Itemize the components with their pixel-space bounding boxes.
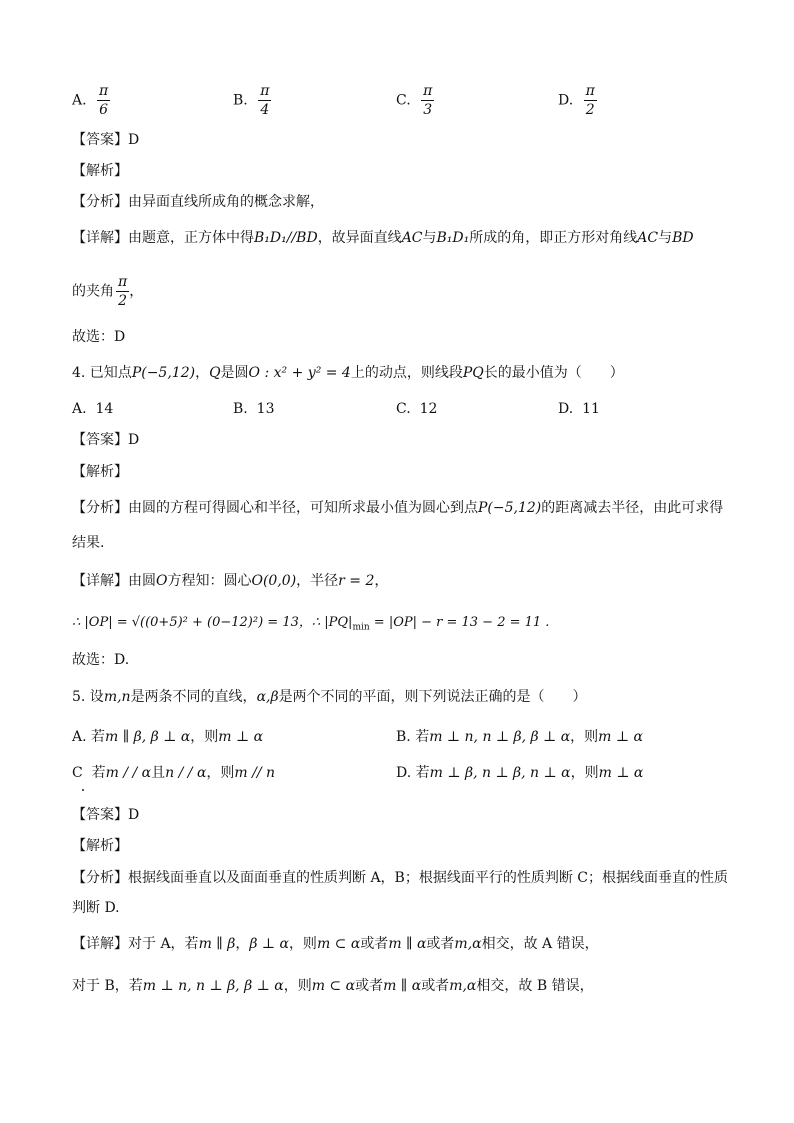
option-letter: C — [72, 765, 83, 781]
q3-detail-line-1 — [72, 228, 694, 248]
math: PQ — [462, 365, 484, 381]
fraction-numerator: π — [585, 83, 595, 99]
text: 对于 B，若 — [72, 978, 143, 994]
answer-label: 【答案】 — [72, 807, 128, 823]
math: P(−5,12) — [131, 365, 196, 381]
option-letter: B. — [396, 729, 411, 745]
fraction-denominator: 6 — [99, 102, 109, 118]
math: = |OP| − r = 13 − 2 = 11 . — [369, 615, 550, 630]
analysis-text: 由异面直线所成角的概念求解， — [128, 194, 324, 210]
math: Q — [209, 365, 221, 381]
q5-stem — [72, 687, 587, 707]
math: m ⊥ β, n ⊥ β, n ⊥ α — [429, 765, 571, 781]
q4-jiexi-heading: 【解析】 — [72, 464, 128, 480]
option-value: 12 — [419, 401, 438, 417]
math: m ∥ β, β ⊥ α — [105, 729, 191, 745]
math: m,n — [103, 689, 131, 705]
text: 若 — [415, 765, 430, 781]
q4-option-a — [72, 399, 113, 419]
text: ，则 — [190, 729, 219, 745]
text: 所成的角，即正方形对角线 — [469, 230, 638, 246]
option-letter: D. — [396, 765, 412, 781]
option-letter: A. — [72, 729, 87, 745]
q3-option-d — [558, 82, 597, 119]
text: 是圆 — [220, 365, 249, 381]
subscript: min — [352, 622, 370, 633]
math: m ∥ β — [198, 936, 236, 952]
q3-option-b — [233, 82, 271, 119]
option-letter: B. — [233, 92, 248, 109]
q4-detail — [72, 571, 388, 591]
fraction — [116, 273, 129, 310]
answer-label: 【答案】 — [72, 132, 128, 148]
q3-detail-line-2 — [72, 273, 143, 310]
q5-option-b — [396, 727, 643, 747]
analysis-label: 【分析】 — [72, 870, 128, 886]
math: O : x² + y² = 4 — [248, 365, 351, 381]
math: BD — [672, 230, 694, 246]
q3-analysis — [72, 192, 324, 212]
math: AC — [401, 230, 423, 246]
analysis-label: 【分析】 — [72, 500, 128, 516]
math: m ⊂ α — [311, 978, 356, 994]
math: m // n — [234, 765, 276, 781]
analysis-label: 【分析】 — [72, 194, 128, 210]
math: β ⊥ α — [249, 936, 289, 952]
fraction-numerator: π — [99, 83, 109, 99]
fraction-numerator: π — [260, 83, 270, 99]
text: ，故异面直线 — [317, 230, 402, 246]
text: 方程知：圆心 — [167, 573, 252, 589]
option-letter: A. — [72, 92, 87, 109]
math: P(−5,12) — [478, 500, 542, 516]
fraction — [421, 82, 434, 119]
math: O(0,0) — [251, 573, 297, 589]
math: n / / α — [165, 765, 207, 781]
text: 是两条不同的直线， — [130, 689, 257, 705]
q5-detail-b — [72, 976, 594, 996]
text: ， — [195, 365, 210, 381]
math: m,α — [454, 936, 482, 952]
text: 对于 A，若 — [128, 936, 199, 952]
math: ∴ |OP| = √((0+5)² + (0−12)²) = 13 — [72, 615, 299, 630]
text: 的夹角 — [72, 283, 114, 300]
stray-dot — [82, 789, 84, 791]
text: 与 — [422, 230, 437, 246]
answer-value: D — [128, 807, 140, 823]
q3-conclusion: 故选：D — [72, 329, 126, 345]
text: 且 — [151, 765, 166, 781]
text: ， — [374, 573, 389, 589]
text: 长的最小值为（ ） — [483, 365, 624, 381]
text: 若 — [415, 729, 430, 745]
q3-answer — [72, 130, 139, 150]
text: 或者 — [421, 978, 450, 994]
math: m ⊥ α — [598, 765, 644, 781]
math: m ∥ α — [388, 936, 427, 952]
option-letter: D. — [558, 92, 574, 109]
text: 或者 — [355, 978, 384, 994]
text: 5. 设 — [72, 689, 104, 705]
text: 相交，故 B 错误， — [476, 978, 594, 994]
math: m ⊥ α — [598, 729, 643, 745]
text: 根据线面垂直以及面面垂直的性质判断 A，B；根据线面平行的性质判断 C；根据线面垂直的性质 — [128, 870, 729, 886]
q4-option-c — [396, 399, 437, 419]
option-letter: D. — [558, 401, 574, 417]
answer-value: D — [128, 432, 140, 448]
math: m ⊥ α — [218, 729, 264, 745]
math: α,β — [256, 689, 279, 705]
text: ，则 — [206, 765, 235, 781]
text: 的距离减去半径，由此可求得 — [541, 500, 724, 516]
option-value: 13 — [256, 401, 275, 417]
option-letter: C. — [396, 401, 411, 417]
q5-analysis-line-1 — [72, 868, 728, 888]
text: 由圆 — [128, 573, 156, 589]
math: B₁D₁ — [436, 230, 470, 246]
q4-answer — [72, 430, 139, 450]
math: AC — [637, 230, 659, 246]
q5-answer — [72, 805, 139, 825]
text: ，则 — [570, 765, 599, 781]
fraction-numerator: π — [118, 274, 128, 290]
detail-label: 【详解】 — [72, 230, 128, 246]
math: B₁D₁//BD — [254, 230, 318, 246]
option-letter: B. — [233, 401, 248, 417]
answer-label: 【答案】 — [72, 432, 128, 448]
math: r = 2 — [338, 573, 375, 589]
fraction — [97, 82, 110, 119]
fraction-denominator: 2 — [118, 293, 128, 309]
text: 相交，故 A 错误， — [481, 936, 599, 952]
text: ，则 — [570, 729, 599, 745]
fraction-denominator: 2 — [585, 102, 595, 118]
text: 若 — [91, 729, 106, 745]
text: 由圆的方程可得圆心和半径，可知所求最小值为圆心到点 — [128, 500, 478, 516]
text: 上的动点，则线段 — [350, 365, 463, 381]
text: ，则 — [288, 936, 317, 952]
text: 或者 — [426, 936, 455, 952]
option-value: 14 — [95, 401, 114, 417]
math: m ⊥ n, n ⊥ β, β ⊥ α — [429, 729, 571, 745]
text: 或者 — [360, 936, 389, 952]
math: m ∥ α — [383, 978, 422, 994]
q5-detail-a — [72, 934, 599, 954]
q4-option-b — [233, 399, 274, 419]
q3-option-a — [72, 82, 110, 119]
q4-analysis-line-1 — [72, 498, 723, 518]
text: ， — [235, 936, 250, 952]
option-letter: C. — [396, 92, 411, 109]
text: ，半径 — [296, 573, 339, 589]
text: 与 — [658, 230, 673, 246]
fraction-denominator: 4 — [260, 102, 270, 118]
text: 4. 已知点 — [72, 365, 132, 381]
q5-analysis-line-2: 判断 D. — [72, 900, 120, 916]
detail-label: 【详解】 — [72, 573, 128, 589]
math: m ⊂ α — [316, 936, 361, 952]
text: ，则 — [283, 978, 312, 994]
text: ， — [129, 283, 144, 300]
fraction — [584, 82, 597, 119]
option-value: 11 — [582, 401, 600, 417]
q4-calculation — [72, 613, 549, 638]
q4-conclusion: 故选：D. — [72, 652, 130, 668]
q5-option-c — [72, 763, 275, 783]
option-letter: A. — [72, 401, 87, 417]
text: 由题意，正方体中得 — [128, 230, 254, 246]
math: O — [156, 573, 168, 589]
text: 是两个不同的平面，则下列说法正确的是（ ） — [278, 689, 587, 705]
q5-option-a — [72, 727, 263, 747]
math: m,α — [449, 978, 477, 994]
q4-stem — [72, 363, 624, 383]
fraction — [258, 82, 271, 119]
fraction-denominator: 3 — [423, 102, 433, 118]
q3-option-c — [396, 82, 434, 119]
q5-option-d — [396, 763, 643, 783]
q4-analysis-line-2: 结果. — [72, 535, 105, 551]
fraction-numerator: π — [423, 83, 433, 99]
q5-jiexi-heading: 【解析】 — [72, 838, 128, 854]
text: 若 — [91, 765, 106, 781]
detail-label: 【详解】 — [72, 936, 128, 952]
math: ，∴ |PQ| — [298, 615, 353, 630]
math: m / / α — [105, 765, 152, 781]
math: m ⊥ n, n ⊥ β, β ⊥ α — [142, 978, 284, 994]
answer-value: D — [128, 132, 140, 148]
q4-option-d — [558, 399, 600, 419]
q3-jiexi-heading: 【解析】 — [72, 163, 128, 179]
